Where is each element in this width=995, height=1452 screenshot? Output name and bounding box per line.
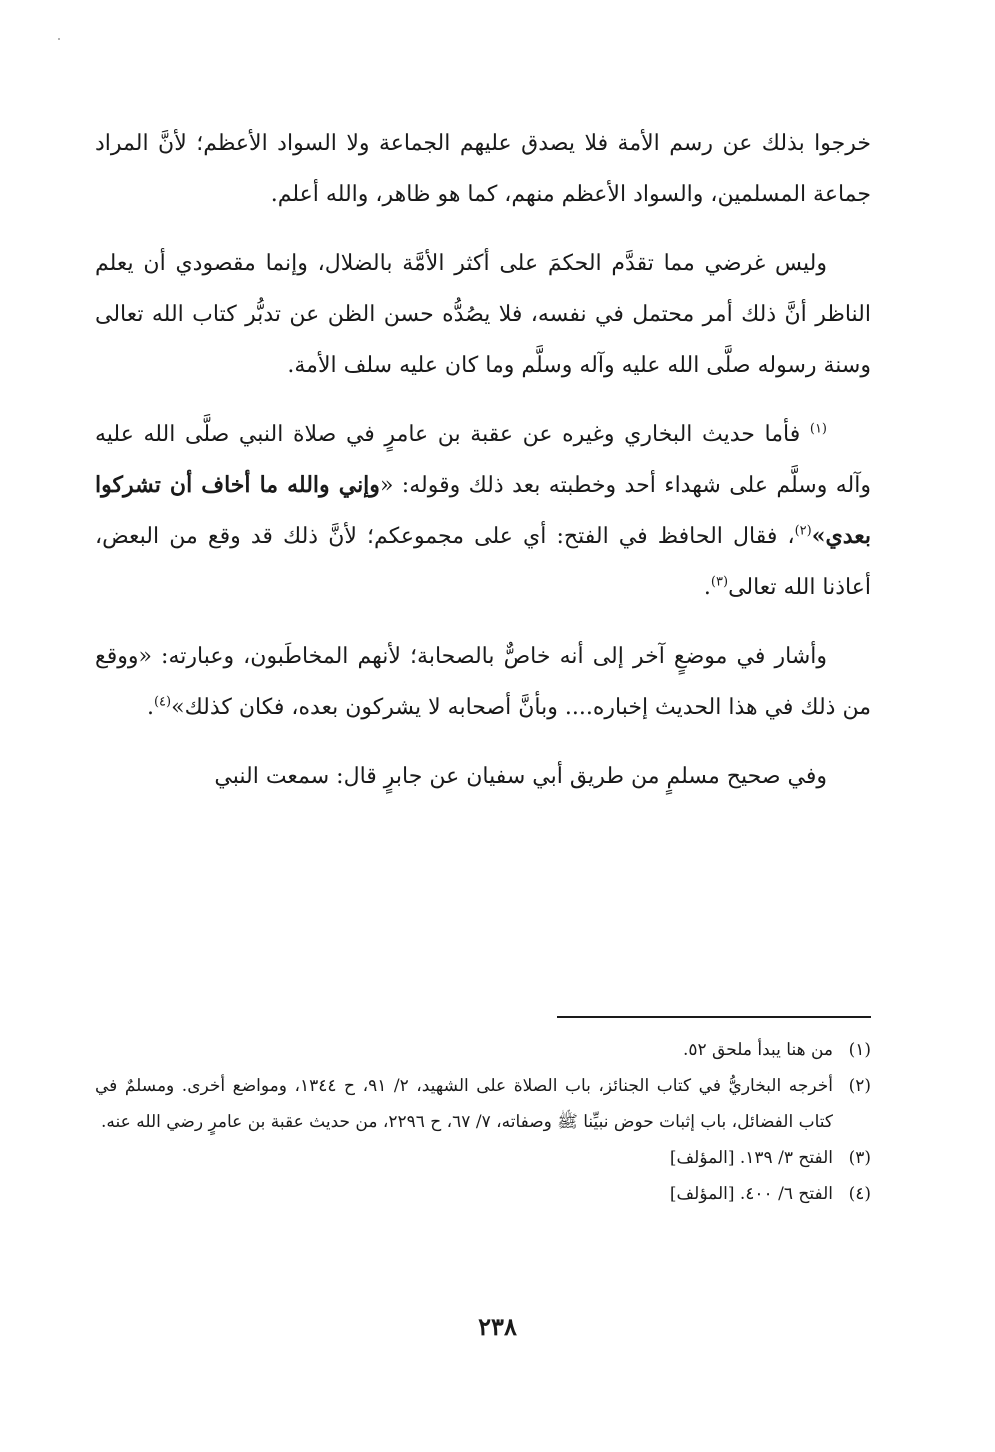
footnote-text: من هنا يبدأ ملحق ٥٢. (682, 1040, 833, 1060)
paragraph-4-text-a: وأشار في موضعٍ آخر إلى أنه خاصٌّ بالصحابة؛ لأنهم المخاطَبون، وعبارته: «ووقع من ذلك في هذا الحديث إخباره.... وبأنَّ أصحابه لا يشركون بعده، فكان كذلك» (95, 644, 871, 720)
paragraph-3-text-c: ، فقال الحافظ في الفتح: أي على مجموعكم؛ لأنَّ ذلك قد وقع من البعض، أعاذنا الله تعالى (95, 524, 871, 600)
scan-speck (58, 38, 60, 40)
paragraph-4 (95, 631, 871, 733)
footnote-ref-1[interactable]: (١) (809, 421, 827, 437)
footnote-2 (95, 1068, 871, 1140)
page-number: ٢٣٨ (478, 1312, 517, 1341)
hadith-quote: وإني والله ما أخاف أن تشركوا بعدي (95, 472, 871, 549)
footnote-number: (٤) (848, 1184, 871, 1204)
footnote-text: الفتح ٦/ ٤٠٠. [المؤلف] (669, 1184, 833, 1204)
footnote-number: (٣) (848, 1148, 871, 1168)
footnote-number: (٢) (848, 1076, 871, 1096)
main-text (95, 118, 871, 820)
footnote-text: الفتح ٣/ ١٣٩. [المؤلف] (669, 1148, 833, 1168)
footnote-ref-2[interactable]: (٢) (794, 523, 812, 539)
paragraph-2-text: وليس غرضي مما تقدَّم الحكمَ على أكثر الأمَّة بالضلال، وإنما مقصودي أن يعلم الناظر أنَّ ذلك أمر محتمل في نفسه، فلا يصُدُّه حسن الظن عن تدبُّر كتاب الله تعالى وسنة رسوله صلَّى الله عليه وآله وسلَّم وما كان عليه سلف الأمة. (95, 251, 871, 378)
paragraph-3-text-b: » (811, 523, 826, 549)
footnote-3 (95, 1140, 871, 1176)
paragraph-3-text-a: فأما حديث البخاري وغيره عن عقبة بن عامرٍ في صلاة النبي صلَّى الله عليه وآله وسلَّم على شهداء أحد وخطبته بعد ذلك وقوله: « (95, 422, 871, 498)
footnote-ref-3[interactable]: (٣) (710, 574, 729, 590)
footnote-number: (١) (848, 1040, 871, 1060)
footnote-4 (95, 1176, 871, 1212)
footnote-ref-4[interactable]: (٤) (153, 694, 172, 710)
paragraph-3-text-d: . (703, 575, 711, 600)
paragraph-2 (95, 238, 871, 391)
footnote-text: أخرجه البخاريُّ في كتاب الجنائز، باب الصلاة على الشهيد، ٢/ ٩١، ح ١٣٤٤، ومواضع أخرى. ومسلمٌ في كتاب الفضائل، باب إثبات حوض نبيِّنا ﷺ وصفاته، ٧/ ٦٧، ح ٢٢٩٦، من حديث عقبة بن عامرٍ رضي الله عنه. (95, 1076, 833, 1132)
paragraph-1-text: خرجوا بذلك عن رسم الأمة فلا يصدق عليهم الجماعة ولا السواد الأعظم؛ لأنَّ المراد جماعة المسلمين، والسواد الأعظم منهم، كما هو ظاهر، والله أعلم. (95, 131, 871, 207)
footnote-1 (95, 1032, 871, 1068)
paragraph-1 (95, 118, 871, 220)
paragraph-3 (95, 409, 871, 613)
paragraph-5 (95, 751, 871, 802)
paragraph-5-text: وفي صحيح مسلمٍ من طريق أبي سفيان عن جابرٍ قال: سمعت النبي (214, 764, 827, 789)
footnotes (95, 1032, 871, 1212)
footnote-divider (557, 1016, 871, 1018)
paragraph-4-text-b: . (146, 695, 154, 720)
